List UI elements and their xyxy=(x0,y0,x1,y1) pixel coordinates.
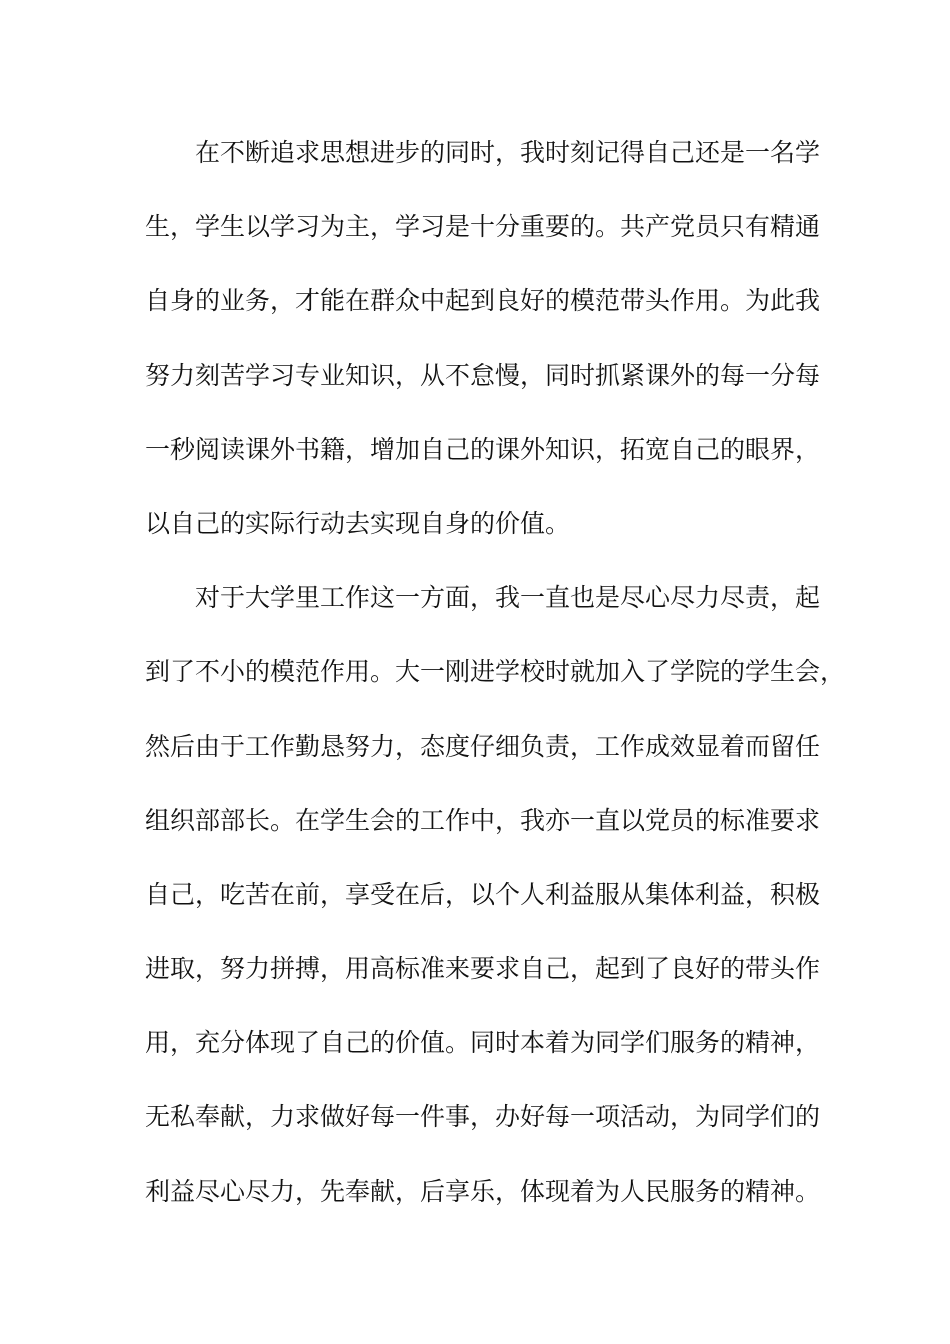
text-line: 进取，努力拼搏，用高标准来要求自己，起到了良好的带头作 xyxy=(145,954,821,984)
text-line: 生，学生以学习为主，学习是十分重要的。共产党员只有精通 xyxy=(145,212,821,242)
body-text xyxy=(145,126,846,1239)
text-line: 努力刻苦学习专业知识，从不怠慢，同时抓紧课外的每一分每 xyxy=(145,360,821,390)
text-line: 无私奉献，力求做好每一件事，办好每一项活动，为同学们的 xyxy=(145,1102,821,1132)
text-line: 在不断追求思想进步的同时，我时刻记得自己还是一名学 xyxy=(195,138,821,167)
text-line: 一秒阅读课外书籍，增加自己的课外知识，拓宽自己的眼界， xyxy=(145,434,821,464)
text-line: 组织部部长。在学生会的工作中，我亦一直以党员的标准要求 xyxy=(145,805,821,835)
text-line: 以自己的实际行动去实现自身的价值。 xyxy=(145,508,571,538)
text-line: 对于大学里工作这一方面，我一直也是尽心尽力尽责，起 xyxy=(195,583,821,613)
text-line: 自己，吃苦在前，享受在后，以个人利益服从集体利益，积极 xyxy=(145,879,821,909)
text-line: 然后由于工作勤恳努力，态度仔细负责，工作成效显着而留任 xyxy=(145,731,821,761)
text-line: 用，充分体现了自己的价值。同时本着为同学们服务的精神， xyxy=(145,1028,821,1058)
text-line: 自身的业务，才能在群众中起到良好的模范带头作用。为此我 xyxy=(145,286,821,316)
text-line: 利益尽心尽力，先奉献，后享乐，体现着为人民服务的精神。 xyxy=(145,1176,821,1206)
text-line: 到了不小的模范作用。大一刚进学校时就加入了学院的学生会， xyxy=(145,657,846,687)
